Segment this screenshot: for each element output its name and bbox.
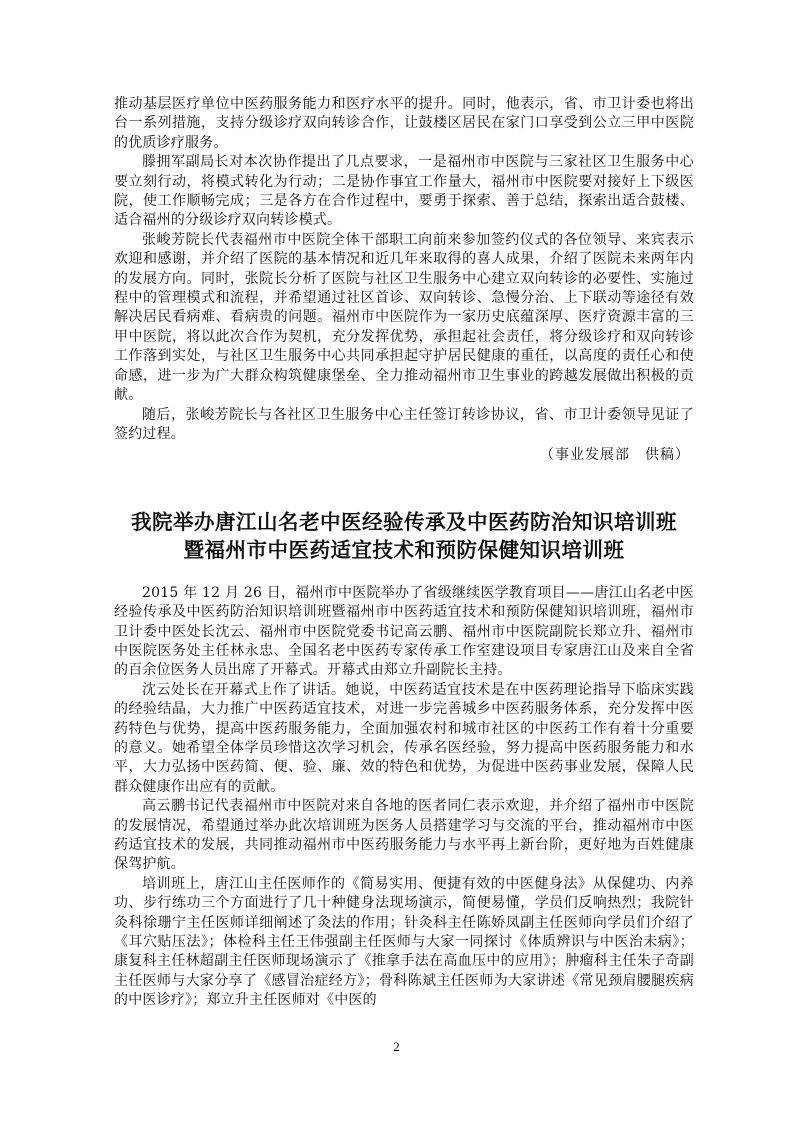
article-title-line-1: 我院举办唐江山名老中医经验传承及中医药防治知识培训班: [131, 509, 677, 534]
article-title-line-2: 暨福州市中医药适宜技术和预防保健知识培训班: [183, 537, 625, 562]
paragraph: 推动基层医疗单位中医药服务能力和医疗水平的提升。同时，他表示，省、市卫计委也将出台一系列措施，支持分级诊疗双向转诊合作，让鼓楼区居民在家门口享受到公立三甲中医院的优质诊疗服务。: [114, 96, 694, 151]
paragraph: 滕拥军副局长对本次协作提出了几点要求，一是福州市中医院与三家社区卫生服务中心要立刻行动，将模式转化为行动；二是协作事宜工作量大，福州市中医院要对接好上下级医院，使工作顺畅完成；三是各方在合作过程中，要勇于探索、善于总结，探索出适合鼓楼、适合福州的分级诊疗双向转诊模式。: [114, 154, 694, 229]
article-signoff: （事业发展部 供稿）: [540, 447, 690, 464]
article-continued: [114, 95, 694, 466]
paragraph: 高云鹏书记代表福州市中医院对来自各地的医者同仁表示欢迎，并介绍了福州市中医院的发展情况，希望通过举办此次培训班为医务人员搭建学习与交流的平台，推动福州市中医药适宜技术的发展，共同推动福州市中医药服务能力与水平再上新台阶，更好地为百姓健康保驾护航。: [114, 798, 694, 873]
paragraph: 2015 年 12 月 26 日，福州市中医院举办了省级继续医学教育项目——唐江山名老中医经验传承及中医药防治知识培训班暨福州市中医药适宜技术和预防保健知识培训班，福州市卫计委中医处长沈云、福州市中医院党委书记高云鹏、福州市中医院副院长郑立升、福州市中医院医务处主任林永忠、全国名老中医药专家传承工作室建设项目专家唐江山及来自全省的百余位医务人员出席了开幕式。开幕式由郑立升副院长主持。: [114, 584, 694, 679]
article-body: [114, 584, 694, 1011]
article-title: [114, 508, 694, 564]
paragraph: 沈云处长在开幕式上作了讲话。她说，中医药适宜技术是在中医药理论指导下临床实践的经验结晶，大力推广中医药适宜技术，对进一步完善城乡中医药服务体系，充分发挥中医药特色与优势，提高中医药服务能力，全面加强农村和城市社区的中医药工作有着十分重要的意义。她希望全体学员珍惜这次学习机会，传承名医经验，努力提高中医药服务能力和水平，大力弘扬中医药简、便、验、廉、效的特色和优势，为促进中医药事业发展，保障人民群众健康作出应有的贡献。: [114, 681, 694, 795]
paragraph: 随后，张峻芳院长与各社区卫生服务中心主任签订转诊协议，省、市卫计委领导见证了签约过程。: [114, 406, 694, 442]
paragraph: 培训班上，唐江山主任医师作的《简易实用、便捷有效的中医健身法》从保健功、内养功、步行练功三个方面进行了几十种健身法现场演示，简便易懂，学员们反响热烈；我院针灸科徐珊宁主任医师详细阐述了灸法的作用；针灸科主任陈娇凤副主任医师向学员们介绍了《耳穴贴压法》；体检科主任王伟强副主任医师与大家一同探讨《体质辨识与中医治未病》；康复科主任林超副主任医师现场演示了《推拿手法在高血压中的应用》；肿瘤科主任朱子奇副主任医师与大家分享了《感冒治症经方》；骨科陈斌主任医师为大家讲述《常见颈肩腰腿疾病的中医诊疗》；郑立升主任医师对《中医的: [114, 875, 694, 1009]
page-number: 2: [393, 1039, 400, 1054]
paragraph: 张峻芳院长代表福州市中医院全体干部职工向前来参加签约仪式的各位领导、来宾表示欢迎和感谢，并介绍了医院的基本情况和近几年来取得的喜人成果，介绍了医院未来两年内的发展方向。同时，张院长分析了医院与社区卫生服务中心建立双向转诊的必要性、实施过程中的管理模式和流程，并希望通过社区首诊、双向转诊、急慢分治、上下联动等途径有效解决居民看病难、看病贵的问题。福州市中医院作为一家历史底蕴深厚、医疗资源丰富的三甲中医院，将以此次合作为契机，充分发挥优势，承担起社会责任，将分级诊疗和双向转诊工作落到实处，与社区卫生服务中心共同承担起守护居民健康的重任，以高度的责任心和使命感，进一步为广大群众构筑健康堡垒、全力推动福州市卫生事业的跨越发展做出积极的贡献。: [114, 231, 694, 404]
document-page: [114, 95, 694, 1011]
